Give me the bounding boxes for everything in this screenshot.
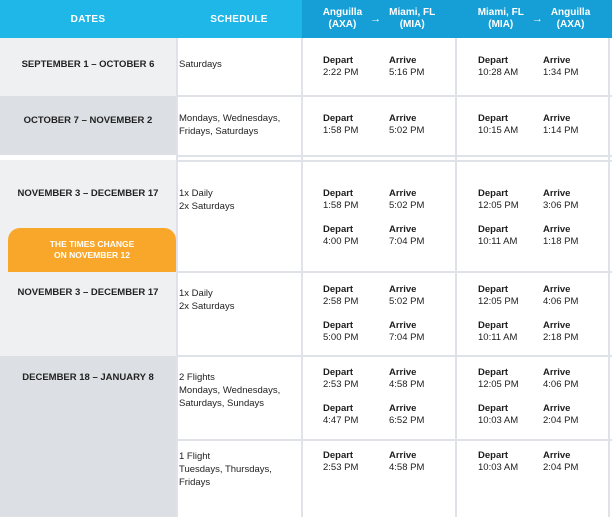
schedule-cell [179,287,298,313]
dates-cell [0,272,176,356]
arrive-label: Arrive [543,450,571,461]
outbound-destination-city: Miami, FL [389,7,436,18]
schedule-line: 1x Daily [179,188,213,199]
date-range: NOVEMBER 3 – DECEMBER 17 [17,287,159,298]
depart-label: Depart [478,188,509,199]
dates-cell [0,38,176,96]
outbound-origin-code: (AXA) [328,19,357,30]
depart-time: 10:11 AM [478,236,518,247]
depart-time: 10:03 AM [478,415,519,426]
arrive-time: 6:52 PM [389,415,425,426]
arrive-time: 2:04 PM [543,462,579,473]
depart-label: Depart [478,367,509,378]
arrive-time: 7:04 PM [389,236,425,247]
schedule-line: Tuesdays, Thursdays, [179,464,272,475]
in-depart-cell [478,367,519,391]
arrive-time: 1:18 PM [543,236,579,247]
out-arrive-cell [389,188,424,212]
depart-time: 2:53 PM [323,379,359,390]
schedule-cell [179,187,298,213]
depart-time: 5:00 PM [323,332,359,343]
depart-label: Depart [323,403,354,414]
row-divider [176,155,612,157]
row-divider [176,439,612,441]
in-depart-cell [478,113,518,137]
inbound-origin-city: Miami, FL [477,7,524,18]
arrive-label: Arrive [389,367,417,378]
schedule-line: 1 Flight [179,451,211,462]
in-depart-cell [478,450,518,474]
arrow-right-icon: → [531,13,543,25]
in-depart-cell [478,224,517,248]
row-divider [176,271,612,273]
depart-label: Depart [323,320,354,331]
header-outbound-route [302,0,456,38]
notice-line: ON NOVEMBER 12 [53,250,131,260]
depart-time: 10:11 AM [478,332,518,343]
arrive-time: 4:58 PM [389,462,425,473]
dates-cell [0,96,176,156]
header-schedule: SCHEDULE [176,0,302,38]
schedule-line: Mondays, Wednesdays, [179,385,281,396]
header-dates: DATES [0,0,176,38]
depart-label: Depart [478,55,509,66]
in-arrive-cell [543,113,578,137]
header-inbound-route [456,0,612,38]
arrive-time: 5:02 PM [389,296,425,307]
arrive-label: Arrive [543,188,571,199]
arrive-time: 5:02 PM [389,125,425,136]
in-arrive-cell [543,224,578,248]
arrive-label: Arrive [389,284,417,295]
schedule-line: 2x Saturdays [179,201,235,212]
depart-time: 10:15 AM [478,125,519,136]
depart-label: Depart [323,367,354,378]
arrive-label: Arrive [389,188,417,199]
column-divider [176,38,178,517]
outbound-destination-code: (MIA) [399,19,425,30]
depart-time: 2:53 PM [323,462,359,473]
inbound-destination [551,7,590,31]
arrive-time: 4:06 PM [543,296,579,307]
arrive-label: Arrive [543,367,571,378]
column-divider [455,38,457,517]
out-depart-cell [323,55,358,79]
in-depart-cell [478,55,518,79]
inbound-origin-code: (MIA) [488,19,514,30]
arrive-time: 2:04 PM [543,415,579,426]
out-arrive-cell [389,55,424,79]
in-arrive-cell [543,403,578,427]
out-depart-cell [323,320,358,344]
in-arrive-cell [543,188,578,212]
depart-time: 4:47 PM [323,415,359,426]
out-depart-cell [323,224,358,248]
arrive-label: Arrive [543,284,571,295]
arrive-label: Arrive [543,113,571,124]
depart-label: Depart [323,188,354,199]
column-divider [301,38,303,517]
out-arrive-cell [389,367,424,391]
depart-time: 1:58 PM [323,200,359,211]
schedule-line: Fridays, Saturdays [179,126,259,137]
out-arrive-cell [389,113,424,137]
in-arrive-cell [543,55,578,79]
depart-label: Depart [478,450,509,461]
inbound-destination-code: (AXA) [556,19,585,30]
depart-time: 1:58 PM [323,125,359,136]
depart-label: Depart [478,113,509,124]
arrive-time: 4:58 PM [389,379,425,390]
date-range: NOVEMBER 3 – DECEMBER 17 [17,188,159,199]
out-arrive-cell [389,450,424,474]
in-depart-cell [478,284,519,308]
depart-time: 12:05 PM [478,379,519,390]
notice-line: THE TIMES CHANGE [49,239,135,249]
outbound-origin [323,7,362,31]
depart-label: Depart [478,403,509,414]
row-divider [176,355,612,357]
depart-time: 12:05 PM [478,296,519,307]
in-arrive-cell [543,320,578,344]
depart-time: 2:22 PM [323,67,359,78]
depart-label: Depart [478,320,509,331]
dates-cell [0,356,176,517]
schedule-line: Mondays, Wednesdays, [179,113,281,124]
out-arrive-cell [389,224,424,248]
out-arrive-cell [389,284,424,308]
inbound-destination-city: Anguilla [550,7,591,18]
out-arrive-cell [389,403,424,427]
column-divider [608,38,610,517]
arrive-time: 1:14 PM [543,125,579,136]
arrive-label: Arrive [389,403,417,414]
outbound-origin-city: Anguilla [322,7,363,18]
row-divider [176,160,612,162]
arrive-time: 2:18 PM [543,332,579,343]
in-arrive-cell [543,367,578,391]
schedule-cell [179,112,298,138]
out-depart-cell [323,284,358,308]
out-depart-cell [323,403,358,427]
in-arrive-cell [543,284,578,308]
depart-time: 10:28 AM [478,67,519,78]
inbound-origin [478,7,524,31]
arrive-label: Arrive [543,403,571,414]
depart-label: Depart [323,284,354,295]
schedule-line: Saturdays, Sundays [179,398,265,409]
out-depart-cell [323,188,358,212]
row-divider [176,95,612,97]
outbound-destination [389,7,435,31]
arrive-label: Arrive [389,450,417,461]
schedule-line: 2x Saturdays [179,301,235,312]
schedule-line: 1x Daily [179,288,213,299]
schedule-line: Saturdays [179,59,222,70]
arrive-label: Arrive [389,55,417,66]
depart-label: Depart [478,224,509,235]
depart-label: Depart [478,284,509,295]
depart-label: Depart [323,55,354,66]
in-arrive-cell [543,450,578,474]
out-arrive-cell [389,320,424,344]
schedule-line: 2 Flights [179,372,215,383]
arrow-right-icon: → [370,13,382,25]
arrive-label: Arrive [543,224,571,235]
time-change-notice [8,228,176,272]
depart-label: Depart [323,224,354,235]
out-depart-cell [323,450,358,474]
date-range: SEPTEMBER 1 – OCTOBER 6 [21,59,155,70]
arrive-time: 7:04 PM [389,332,425,343]
depart-label: Depart [323,113,354,124]
arrive-time: 5:16 PM [389,67,425,78]
date-range: OCTOBER 7 – NOVEMBER 2 [23,115,153,126]
arrive-label: Arrive [543,320,571,331]
in-depart-cell [478,320,517,344]
depart-time: 10:03 AM [478,462,519,473]
arrive-time: 1:34 PM [543,67,579,78]
arrive-label: Arrive [389,320,417,331]
depart-time: 4:00 PM [323,236,359,247]
in-depart-cell [478,403,518,427]
arrive-time: 3:06 PM [543,200,579,211]
depart-label: Depart [323,450,354,461]
schedule-line: Fridays [179,477,211,488]
date-range: DECEMBER 18 – JANUARY 8 [22,372,154,383]
schedule-cell [179,371,298,410]
arrive-label: Arrive [543,55,571,66]
in-depart-cell [478,188,519,212]
arrive-time: 4:06 PM [543,379,579,390]
schedule-cell [179,58,298,71]
schedule-cell [179,450,298,489]
arrive-label: Arrive [389,224,417,235]
depart-time: 2:58 PM [323,296,359,307]
out-depart-cell [323,367,358,391]
arrive-label: Arrive [389,113,417,124]
out-depart-cell [323,113,358,137]
depart-time: 12:05 PM [478,200,519,211]
arrive-time: 5:02 PM [389,200,425,211]
